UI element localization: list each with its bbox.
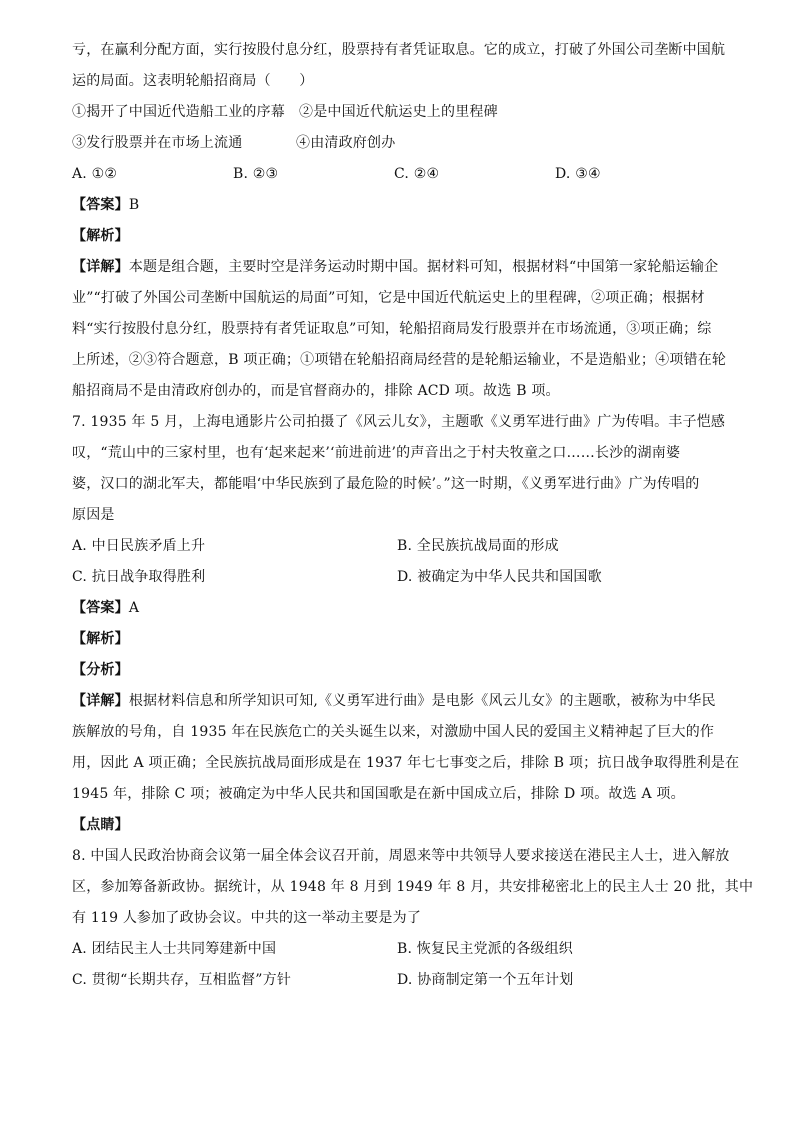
q6-answer: [72, 190, 732, 221]
q8-option-a: A. 团结民主人士共同筹建新中国: [72, 941, 277, 957]
q6-statement-1: ①揭开了中国近代造船工业的序幕: [72, 104, 285, 120]
q6-stem-line-1: 亏，在赢利分配方面，实行按股付息分红，股票持有者凭证取息。它的成立，打破了外国公司垄断中国航: [72, 42, 726, 58]
q6-statements-row-1: [72, 97, 732, 128]
q7-detail-line-1: [72, 686, 732, 717]
q6-detail-line-2: 业”“打破了外国公司垄断中国航运的局面”可知，它是中国近代航运史上的里程碑，②项正确；根据材: [72, 290, 705, 306]
q6-answer-value: B: [128, 197, 140, 213]
q7-detail-text-1: 根据材料信息和所学知识可知,《义勇军进行曲》是电影《风云儿女》的主题歌，被称为中华民: [128, 693, 716, 709]
q8-options-row-2: [72, 965, 732, 996]
q7-option-d: D. 被确定为中华人民共和国国歌: [397, 569, 602, 585]
q6-detail-text-1: 本题是组合题，主要时空是洋务运动时期中国。据材料可知，根据材料“中国第一家轮船运输企: [128, 259, 719, 275]
q6-statement-4: ④由清政府创办: [296, 135, 396, 151]
q6-detail-line-3: 料“实行按股付息分红，股票持有者凭证取息”可知，轮船招商局发行股票并在市场流通，③项正确；综: [72, 321, 712, 337]
q7-stem-line-3: 婆，汉口的湖北军夫，都能唱‘中华民族到了最危险的时候’。”这一时期，《义勇军进行曲》广为传唱的: [72, 476, 700, 492]
q7-options-row-2: [72, 562, 732, 593]
q7-detail-line-4: 1945 年，排除 C 项；被确定为中华人民共和国国歌是在新中国成立后，排除 D 项。故选 A 项。: [72, 786, 685, 802]
q7-option-a: A. 中日民族矛盾上升: [72, 538, 206, 554]
q6-detail-line-1: [72, 252, 732, 283]
q6-detail-label: 【详解】: [72, 259, 129, 275]
q8-option-d: D. 协商制定第一个五年计划: [397, 972, 574, 988]
q7-stem-line-2: 叹，“荒山中的三家村里，也有‘起来起来’‘前进前进’的声音出之于村夫牧童之口……长沙的湖南婆: [72, 445, 681, 461]
q7-stem-line-1: 7. 1935 年 5 月，上海电通影片公司拍摄了《风云儿女》，主题歌《义勇军进行曲》广为传唱。丰子恺感: [72, 414, 726, 430]
q6-option-d: D. ③④: [555, 166, 601, 182]
q7-analysis2-label: 【分析】: [72, 662, 129, 678]
q8-option-c: C. 贯彻“长期共存，互相监督”方针: [72, 972, 292, 988]
q8-option-b: B. 恢复民主党派的各级组织: [397, 941, 573, 957]
q8-stem-line-1: 8. 中国人民政治协商会议第一届全体会议召开前，周恩来等中共领导人要求接送在港民主人士，进入解放: [72, 848, 730, 864]
q7-option-b: B. 全民族抗战局面的形成: [397, 538, 559, 554]
q6-detail-line-5: 船招商局不是由清政府创办的，而是官督商办的，排除 ACD 项。故选 B 项。: [72, 383, 560, 399]
q7-option-c: C. 抗日战争取得胜利: [72, 569, 206, 585]
q6-analysis-label: 【解析】: [72, 228, 129, 244]
q6-option-a: A. ①②: [72, 166, 118, 182]
q8-stem-line-3: 有 119 人参加了政协会议。中共的这一举动主要是为了: [72, 910, 422, 926]
q7-answer-value: A: [128, 600, 140, 616]
q6-statement-3: ③发行股票并在市场上流通: [72, 135, 243, 151]
q6-stem-line-2: 运的局面。这表明轮船招商局（ ）: [72, 73, 314, 89]
q7-detail-line-3: 用，因此 A 项正确；全民族抗战局面形成是在 1937 年七七事变之后，排除 B 项；抗日战争取得胜利是在: [72, 755, 740, 771]
q7-detail-line-2: 族解放的号角，自 1935 年在民族危亡的关头诞生以来，对激励中国人民的爱国主义精神起了巨大的作: [72, 724, 715, 740]
q7-answer: [72, 593, 732, 624]
q7-stem-line-4: 原因是: [72, 507, 115, 523]
q7-analysis-label: 【解析】: [72, 631, 129, 647]
q8-options-row-1: [72, 934, 732, 965]
q7-detail-label: 【详解】: [72, 693, 129, 709]
q6-detail-line-4: 上所述，②③符合题意，B 项正确；①项错在轮船招商局经营的是轮船运输业，不是造船业；④项错在轮: [72, 352, 727, 368]
q6-option-c: C. ②④: [394, 166, 440, 182]
q6-statement-2: ②是中国近代航运史上的里程碑: [299, 104, 498, 120]
q6-answer-label: 【答案】: [72, 197, 129, 213]
document-page: [72, 35, 754, 996]
q7-answer-label: 【答案】: [72, 600, 129, 616]
q6-options: [72, 159, 732, 190]
q7-options-row-1: [72, 531, 732, 562]
q6-statements-row-2: [72, 128, 732, 159]
q7-remark-label: 【点睛】: [72, 817, 129, 833]
q6-option-b: B. ②③: [233, 166, 279, 182]
q8-stem-line-2: 区，参加筹备新政协。据统计，从 1948 年 8 月到 1949 年 8 月，共安排秘密北上的民主人士 20 批，其中: [72, 879, 754, 895]
